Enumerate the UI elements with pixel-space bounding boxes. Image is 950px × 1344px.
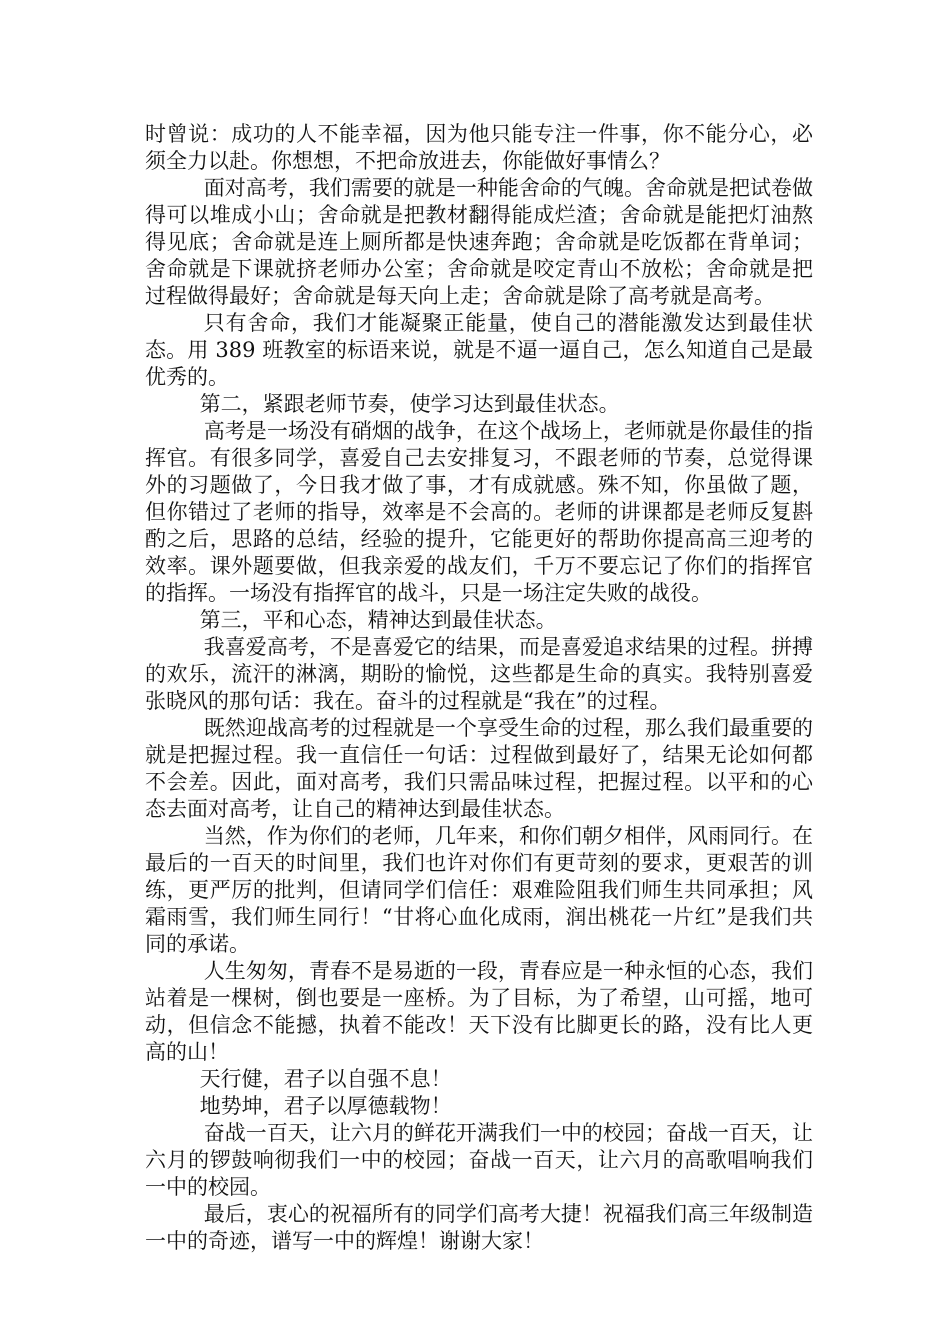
paragraph-process: 既然迎战高考的过程就是一个享受生命的过程，那么我们最重要的就是把握过程。我一直信任一句话：过程做到最好了，结果无论如何都不会差。因此，面对高考，我们只需品味过程，把握过程。以平和的心态去面对高考，让自己的精神达到最佳状态。 — [145, 716, 813, 821]
speech-text-body — [145, 121, 813, 1255]
paragraph-youth: 人生匆匆，青春不是易逝的一段，青春应是一种永恒的心态，我们站着是一棵树，倒也要是一座桥。为了目标，为了希望，山可摇，地可动，但信念不能撼，执着不能改！天下没有比脚更长的路，没有比人更高的山！ — [145, 959, 813, 1064]
section-heading-second: 第二，紧跟老师节奏，使学习达到最佳状态。 — [199, 392, 620, 416]
paragraph-continuation: 时曾说：成功的人不能幸福，因为他只能专注一件事，你不能分心，必须全力以赴。你想想，不把命放进去，你能做好事情么？ — [145, 122, 813, 173]
section-heading-third: 第三，平和心态，精神达到最佳状态。 — [199, 608, 557, 632]
quote-dishikun: 地势坤，君子以厚德载物！ — [199, 1094, 452, 1118]
paragraph-energy: 只有舍命，我们才能凝聚正能量，使自己的潜能激发达到最佳状态。用 389 班教室的标语来说，就是不逼一逼自己，怎么知道自己是最优秀的。 — [145, 311, 813, 389]
paragraph-hundred-days: 奋战一百天，让六月的鲜花开满我们一中的校园；奋战一百天，让六月的锣鼓响彻我们一中的校园；奋战一百天，让六月的高歌唱响我们一中的校园。 — [145, 1121, 813, 1199]
quote-tianxingjian: 天行健，君子以自强不息！ — [199, 1067, 452, 1091]
paragraph-closing: 最后，衷心的祝福所有的同学们高考大捷！祝福我们高三年级制造一中的奇迹，谱写一中的辉煌！谢谢大家！ — [145, 1202, 813, 1253]
paragraph-teacher: 高考是一场没有硝烟的战争，在这个战场上，老师就是你最佳的指挥官。有很多同学，喜爱自己去安排复习，不跟老师的节奏，总觉得课外的习题做了，今日我才做了事，才有成就感。殊不知，你虽做了题，但你错过了老师的指导，效率是不会高的。老师的讲课都是老师反复斟酌之后，思路的总结，经验的提升，它能更好的帮助你提高高三迎考的效率。课外题要做，但我亲爱的战友们，千万不要忘记了你们的指挥官的指挥。一场没有指挥官的战斗，只是一场注定失败的战役。 — [145, 419, 813, 605]
paragraph-teachers-promise: 当然，作为你们的老师，几年来，和你们朝夕相伴，风雨同行。在最后的一百天的时间里，我们也许对你们有更苛刻的要求，更艰苦的训练，更严厉的批判，但请同学们信任：艰难险阻我们师生共同承担；风霜雨雪，我们师生同行！“甘将心血化成雨，润出桃花一片红”是我们共同的承诺。 — [145, 824, 813, 956]
paragraph-love-exam: 我喜爱高考，不是喜爱它的结果，而是喜爱追求结果的过程。拼搏的欢乐，流汗的淋漓，期盼的愉悦，这些都是生命的真实。我特别喜爱张晓风的那句话：我在。奋斗的过程就是“我在”的过程。 — [145, 635, 813, 713]
paragraph-sheming: 面对高考，我们需要的就是一种能舍命的气魄。舍命就是把试卷做得可以堆成小山；舍命就是把教材翻得能成烂渣；舍命就是能把灯油熬得见底；舍命就是连上厕所都是快速奔跑；舍命就是吃饭都在背单词；舍命就是下课就挤老师办公室；舍命就是咬定青山不放松；舍命就是把过程做得最好；舍命就是每天向上走；舍命就是除了高考就是高考。 — [145, 176, 813, 308]
